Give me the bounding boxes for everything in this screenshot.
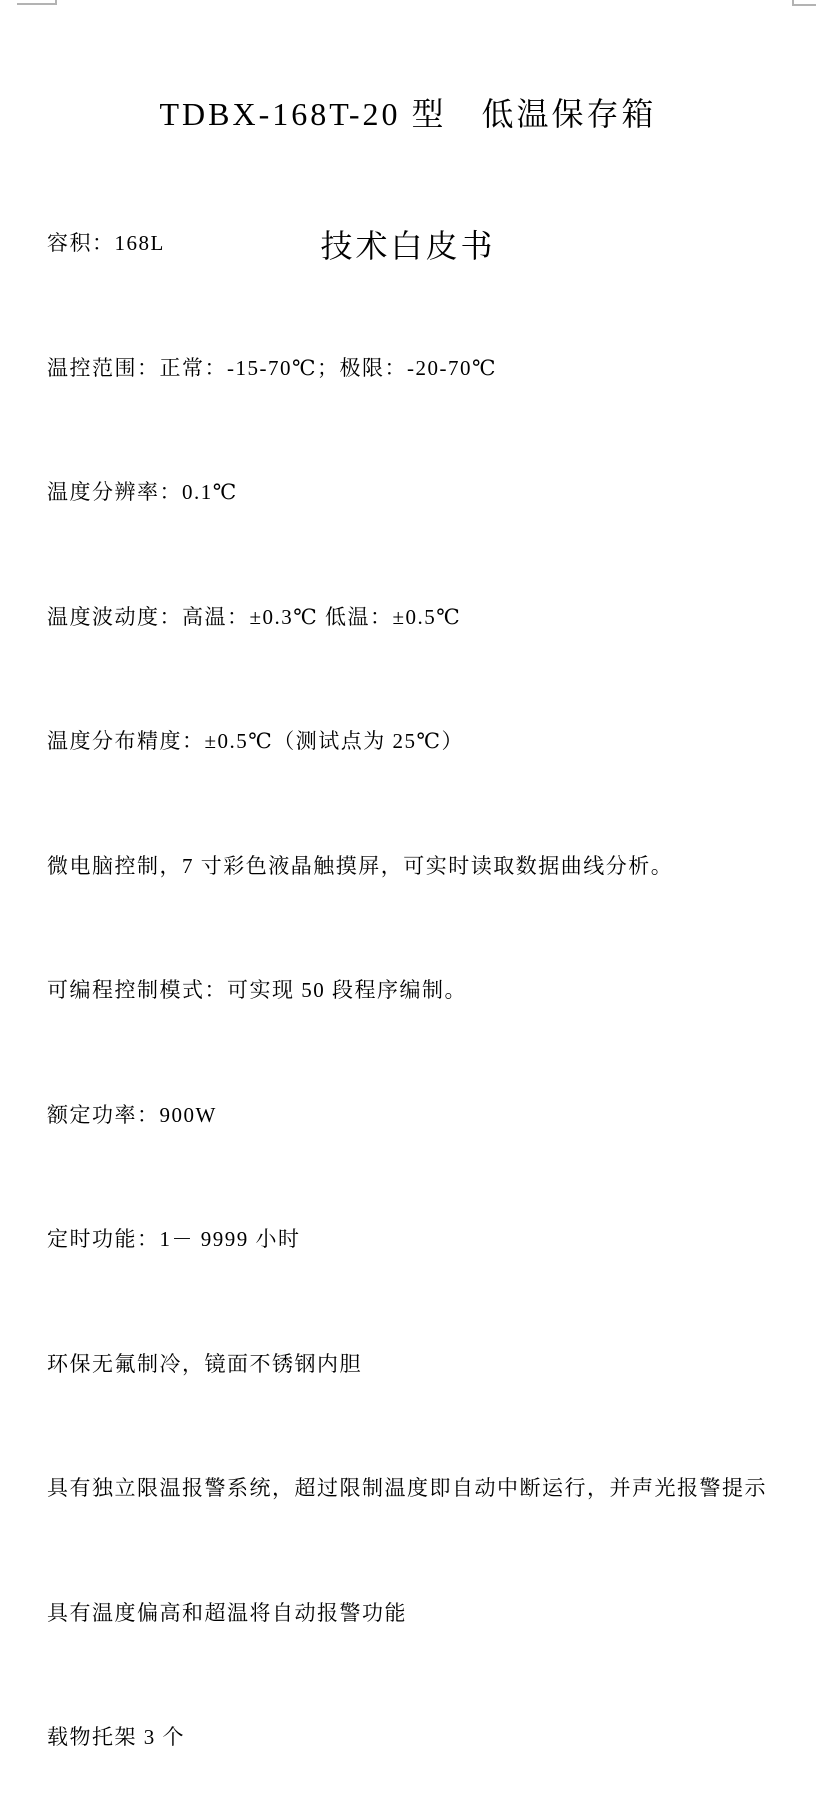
spec-line-microcomputer-control: 微电脑控制，7 寸彩色液晶触摸屏，可实时读取数据曲线分析。 xyxy=(47,853,674,878)
spec-list xyxy=(47,140,792,1800)
spec-line-capacity: 容积：168L xyxy=(47,231,165,255)
spec-line-temp-fluctuation: 温度波动度：高温：±0.3℃ 低温：±0.5℃ xyxy=(47,604,462,629)
spec-line-timer-function: 定时功能：1－ 9999 小时 xyxy=(47,1227,301,1251)
spec-line-eco-refrigeration: 环保无氟制冷，镜面不锈钢内胆 xyxy=(47,1351,362,1376)
spec-line-temp-control-range: 温控范围：正常：-15-70℃；极限：-20-70℃ xyxy=(47,355,497,380)
document-title-line1: TDBX-168T-20 型 低温保存箱 xyxy=(159,96,657,132)
spec-line-trays: 载物托架 3 个 xyxy=(47,1725,185,1749)
spec-line-temp-distribution-accuracy: 温度分布精度：±0.5℃（测试点为 25℃） xyxy=(47,729,465,753)
document-title-line2: 技术白皮书 xyxy=(320,228,496,264)
spec-line-limit-alarm-system: 具有独立限温报警系统，超过限制温度即自动中断运行，并声光报警提示 xyxy=(47,1476,767,1500)
spec-line-temp-resolution: 温度分辨率：0.1℃ xyxy=(47,480,238,504)
spec-line-rated-power: 额定功率：900W xyxy=(47,1102,217,1127)
spec-line-programmable-mode: 可编程控制模式：可实现 50 段程序编制。 xyxy=(47,978,467,1002)
spec-line-overtemp-alarm: 具有温度偏高和超温将自动报警功能 xyxy=(47,1600,407,1625)
